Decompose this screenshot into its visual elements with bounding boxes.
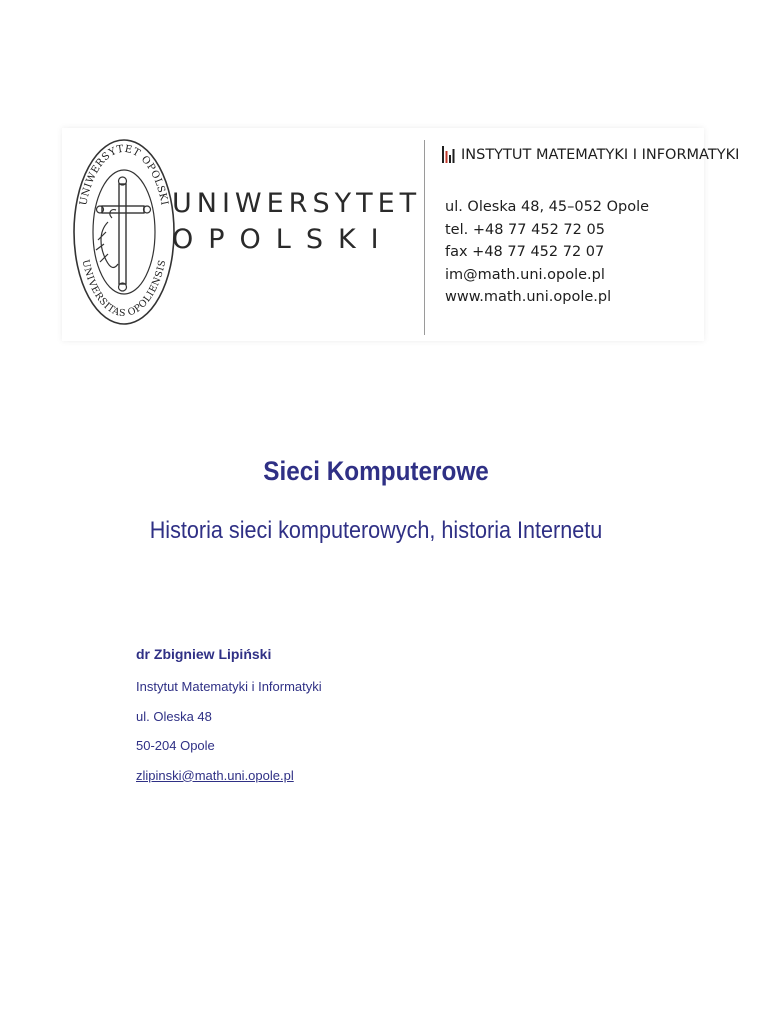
letterhead-divider <box>424 140 425 335</box>
contact-address: ul. Oleska 48, 45–052 Opole <box>445 199 650 215</box>
svg-text:UNIWERSYTET OPOLSKI: UNIWERSYTET OPOLSKI <box>78 143 170 207</box>
author-city: 50-204 Opole <box>136 738 215 753</box>
author-email-link[interactable]: zlipinski@math.uni.opole.pl <box>136 767 294 783</box>
document-subtitle: Historia sieci komputerowych, historia Internetu <box>149 517 603 544</box>
contact-website[interactable]: www.math.uni.opole.pl <box>445 289 612 305</box>
institute-name: INSTYTUT MATEMATYKI I INFORMATYKI <box>461 146 740 163</box>
document-title: Sieci Komputerowe <box>263 456 489 486</box>
university-seal-icon <box>68 136 176 328</box>
contact-block <box>445 196 649 309</box>
university-name-line1: UNIWERSYTET <box>172 188 422 219</box>
author-institute: Instytut Matematyki i Informatyki <box>136 679 322 694</box>
university-name-line2: OPOLSKI <box>172 224 394 255</box>
svg-text:UNIVERSITAS OPOLIENSIS: UNIVERSITAS OPOLIENSIS <box>79 258 169 320</box>
author-block <box>136 644 322 790</box>
university-name <box>172 186 421 258</box>
institute-heading <box>442 146 739 163</box>
author-street: ul. Oleska 48 <box>136 708 212 724</box>
letterhead <box>62 128 740 341</box>
contact-email[interactable]: im@math.uni.opole.pl <box>445 266 605 283</box>
contact-phone: tel. +48 77 452 72 05 <box>445 221 605 238</box>
contact-fax: fax +48 77 452 72 07 <box>445 244 605 260</box>
bar-chart-icon <box>442 146 455 163</box>
author-name: dr Zbigniew Lipiński <box>136 646 272 662</box>
